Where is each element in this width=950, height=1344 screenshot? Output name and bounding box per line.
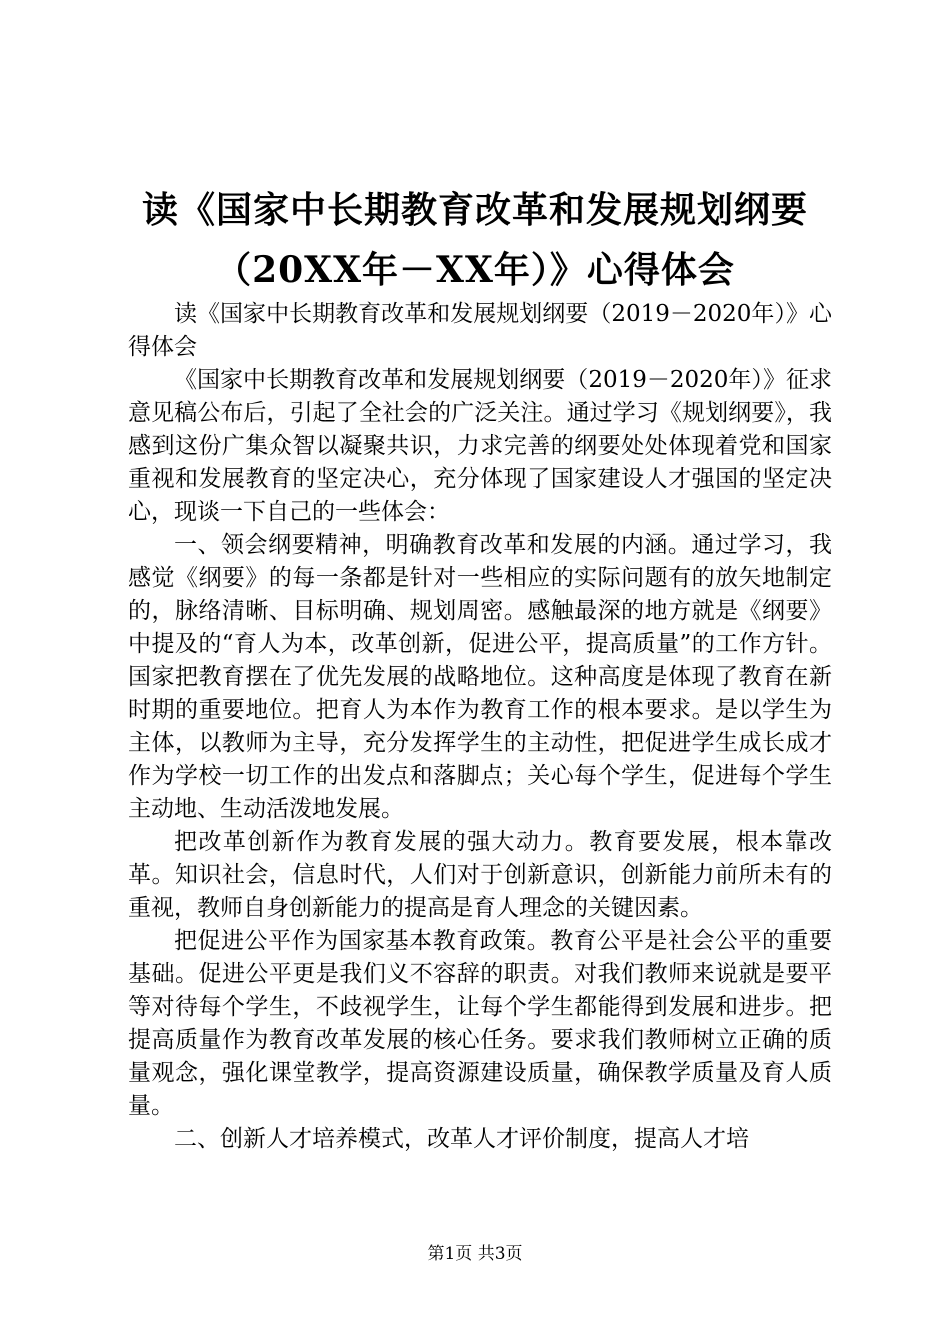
document-title-line-1: 读《国家中长期教育改革和发展规划纲要 <box>141 189 808 231</box>
paragraph: 《国家中长期教育改革和发展规划纲要（2019－2020年）》征求意见稿公布后，引起了全社会的广泛关注。通过学习《规划纲要》，我感到这份广集众智以凝聚共识，力求完善的纲要处处体现着党和国家重视和发展教育的坚定决心，充分体现了国家建设人才强国的坚定决心，现谈一下自己的一些体会： <box>128 367 832 525</box>
page-footer: 第1页 共3页 <box>427 1244 523 1264</box>
paragraph: 一、领会纲要精神，明确教育改革和发展的内涵。通过学习，我感觉《纲要》的每一条都是针对一些相应的实际问题有的放矢地制定的，脉络清晰、目标明确、规划周密。感触最深的地方就是《纲要》中提及的“育人为本，改革创新，促进公平，提高质量”的工作方针。国家把教育摆在了优先发展的战略地位。这种高度是体现了教育在新时期的重要地位。把育人为本作为教育工作的根本要求。是以学生为主体，以教师为主导，充分发挥学生的主动性，把促进学生成长成才作为学校一切工作的出发点和落脚点；关心每个学生，促进每个学生主动地、生动活泼地发展。 <box>128 532 832 822</box>
paragraph: 二、创新人才培养模式，改革人才评价制度，提高人才培 <box>174 1126 749 1152</box>
document-body <box>128 298 832 1156</box>
paragraph: 把促进公平作为国家基本教育政策。教育公平是社会公平的重要基础。促进公平更是我们义不容辞的职责。对我们教师来说就是要平等对待每个学生，不歧视学生，让每个学生都能得到发展和进步。把提高质量作为教育改革发展的核心任务。要求我们教师树立正确的质量观念，强化课堂教学，提高资源建设质量，确保教学质量及育人质量。 <box>128 928 832 1119</box>
paragraph: 读《国家中长期教育改革和发展规划纲要（2019－2020年）》心得体会 <box>128 301 832 360</box>
document-title-line-2: （20XX年－XX年）》心得体会 <box>215 249 735 291</box>
paragraph: 把改革创新作为教育发展的强大动力。教育要发展，根本靠改革。知识社会，信息时代，人们对于创新意识，创新能力前所未有的重视，教师自身创新能力的提高是育人理念的关键因素。 <box>128 829 832 921</box>
